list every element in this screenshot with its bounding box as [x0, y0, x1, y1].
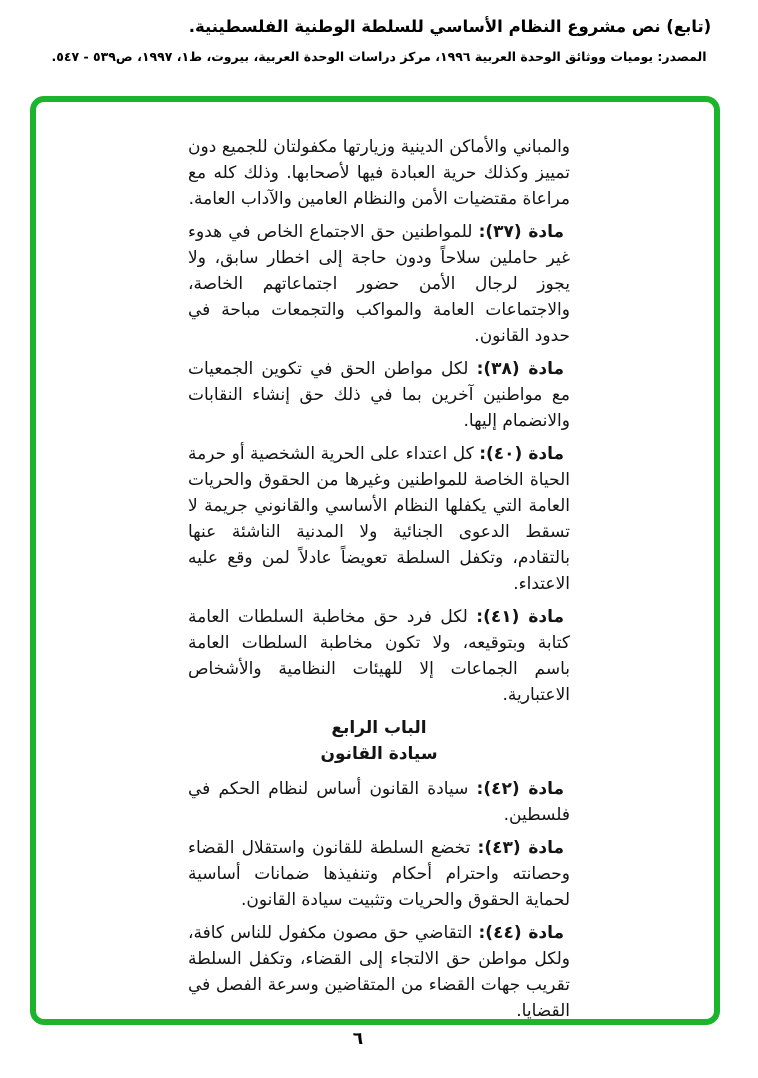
chapter-name: الباب الرابع — [331, 718, 427, 738]
article-paragraph-42 — [188, 776, 570, 828]
article-text: لكل فرد حق مخاطبة السلطات العامة كتابة وبتوقيعه، ولا تكون مخاطبة السلطات العامة باسم الجماعات إلا للهيئات النظامية والأشخاص الاعتبارية. — [188, 607, 570, 705]
chapter-heading — [188, 715, 570, 767]
article-paragraph-37 — [188, 219, 570, 349]
page-number: ٦ — [352, 1029, 364, 1049]
continuation-paragraph — [188, 134, 570, 212]
paragraph-text: والمباني والأماكن الدينية وزيارتها مكفولتان للجميع دون تمييز وكذلك حرية العبادة فيها لأصحابها. وذلك كله مع مراعاة مقتضيات الأمن والنظام العامين والآداب العامة. — [188, 137, 570, 209]
article-number-label: مادة (٣٧): — [478, 222, 564, 242]
article-paragraph-38 — [188, 356, 570, 434]
article-number-label: مادة (٣٨): — [476, 359, 565, 379]
article-number-label: مادة (٤٤): — [478, 923, 564, 943]
article-number-label: مادة (٤١): — [476, 607, 565, 627]
chapter-title: سيادة القانون — [320, 744, 438, 764]
article-text: سيادة القانون أساس لنظام الحكم في فلسطين. — [188, 779, 570, 825]
article-number-label: مادة (٤٣): — [477, 838, 564, 858]
article-text: التقاضي حق مصون مكفول للناس كافة، ولكل مواطن حق الالتجاء إلى القضاء، وتكفل السلطة تقريب جهات القضاء من المتقاضين وسرعة الفصل في القضايا. — [188, 923, 570, 1021]
page-header-title: (تابع) نص مشروع النظام الأساسي للسلطة الوطنية الفلسطينية. — [188, 17, 712, 36]
article-paragraph-44 — [188, 920, 570, 1024]
document-body — [188, 134, 570, 1031]
article-paragraph-43 — [188, 835, 570, 913]
article-text: تخضع السلطة للقانون واستقلال القضاء وحصانته واحترام أحكام وتنفيذها ضمانات أساسية لحماية الحقوق والحريات وتثبيت سيادة القانون. — [188, 838, 570, 910]
article-paragraph-41 — [188, 604, 570, 708]
article-number-label: مادة (٤٢): — [476, 779, 565, 799]
article-text: للمواطنين حق الاجتماع الخاص في هدوء غير حاملين سلاحاً ودون حاجة إلى اخطار سابق، ولا يجوز لرجال الأمن حضور اجتماعاتهم الخاصة، والاجتماعات العامة والمواكب والتجمعات مباحة في حدود القانون. — [188, 222, 570, 346]
article-paragraph-40 — [188, 441, 570, 597]
article-number-label: مادة (٤٠): — [479, 444, 564, 464]
article-text: لكل مواطن الحق في تكوين الجمعيات مع مواطنين آخرين بما في ذلك حق إنشاء النقابات والانضمام إليها. — [188, 359, 570, 431]
article-text: كل اعتداء على الحرية الشخصية أو حرمة الحياة الخاصة للمواطنين وغيرها من الحقوق والحريات العامة التي يكفلها النظام الأساسي والقانوني جريمة لا تسقط الدعوى الجنائية ولا المدنية الناشئة عنها بالتقادم، وتكفل السلطة تعويضاً عادلاً لمن وقع عليه الاعتداء. — [188, 444, 570, 594]
page-header-source: المصدر: يوميات ووثائق الوحدة العربية ١٩٩٦، مركز دراسات الوحدة العربية، بيروت، ط١، ١٩٩٧، ص٥٣٩ - ٥٤٧. — [51, 49, 707, 64]
